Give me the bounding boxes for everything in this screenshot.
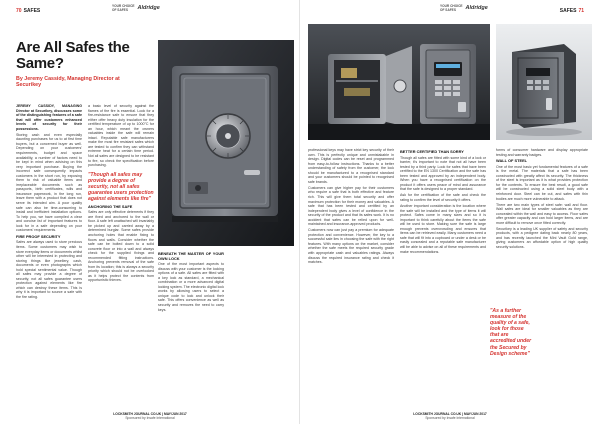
left-brand xyxy=(112,5,160,12)
right-column-3 xyxy=(496,148,588,406)
safes-photo xyxy=(308,24,490,140)
left-footer-title: LOCKSMITH JOURNAL CO.UK | MAY/JUN 2017 xyxy=(113,412,187,416)
section-heading: WALL OF STEEL xyxy=(496,158,528,164)
lead-paragraph: JEREMY CASSIDY, MANAGING Director at Securikey, discusses some of the distinguishing features of a safe that will offer customers enhanced levels of security for their possessions. xyxy=(16,104,82,131)
right-page xyxy=(300,0,600,424)
safe-photo-illustration xyxy=(158,40,294,246)
digital-safe-illustration xyxy=(496,24,592,140)
right-page-number: 71 xyxy=(578,8,584,14)
right-brand-tagline: YOUR CHOICE OF SAFES xyxy=(440,4,463,12)
left-page-number: 70 xyxy=(16,8,22,14)
safe-photo xyxy=(158,40,294,246)
left-column-1 xyxy=(16,104,82,406)
article-byline: By Jeremy Cassidy, Managing Director at Securikey xyxy=(16,76,120,89)
body-paragraph: Customers can give higher pay for their customers who require a safe that is both effective and feature rich. This will give them total security and offer maximum protection for their money and valuables. A safe that has been tested and certified by an independent body gives a level of confidence in the security of the product and that its safes work. It is no accident that safes can be relied upon for well-maintained and insurance-approved products. xyxy=(308,185,394,227)
body-paragraph: Safes are always used to store precious items. Some customers may wish to store everyday items or documents whilst other will be interested in protecting and storing things like jewellery, cash, documents or even photographs which hold special sentimental value. Though all safes may provide a degree of security, not all safes guarantee users protection against elements like fire which can destroy these items. This is why it is important to source a safe with the fire rating. xyxy=(16,240,82,299)
right-footer-sponsor: Sponsored by Insafe International xyxy=(425,416,475,420)
body-paragraph: Ask for the certification of the safe and check the rating to confirm the level of security it offers. xyxy=(400,193,486,203)
left-running-head xyxy=(16,6,40,16)
caption-heading: BENEATH THE MASTER OF YOUR OWN LOCK xyxy=(158,251,224,261)
body-paragraph: There are two main types of steel safe: wall and floor. Wall safes are ideal for smaller valuables as they are concealed within the wall and easy to access. Floor safes offer greater capacity and can hold larger items, and are more difficult to remove once fitted correctly. xyxy=(496,202,588,225)
right-brand-logo: Aldridge xyxy=(465,4,488,11)
body-paragraph: Safes are only effective deterrents if they are fixed and anchored to the wall or floor. A safe left unattached will invariably be picked up and carried away by a determined burglar. Some safes provide anchoring holes that enable fixing to floors and walls. Consider whether the safe can be bolted down to a solid concrete floor or into a wall and always check for the supplied fixings and recommended fitting instructions. Anchoring prevents removal of the safe from its location; this is always a security priority which should not be overlooked as it helps protect the contents from opportunistic thieves. xyxy=(88,210,154,283)
caption-body: One of the most important aspects to discuss with your customer is the locking options of a safe. All safes are fitted with a key lock as standard, a mechanical combination or a more advanced digital locking system. The electronic digital lock works by allowing users to select a unique code to lock and unlock their safe. This offers convenience as well as security and removes the need to carry keys. xyxy=(158,262,224,312)
right-column-1 xyxy=(308,148,394,406)
digital-safe-photo xyxy=(496,24,592,140)
left-column-2 xyxy=(88,104,154,406)
body-paragraph: Though all safes are fitted with some kind of a lock or barrier, it's important to note that not all have been tested by a third party. Look for safes that have been certified to the EN 1300 Certification and the safe has been tested and approved by an independent body. When you have a recognised certification on the product it offers users peace of mind and assurance that the safe is designed to a proper standard. xyxy=(400,155,486,192)
body-paragraph: forms of consumer hardware and display appropriate testing and warranty badges. xyxy=(496,148,588,157)
left-section-label: SAFES xyxy=(23,8,41,14)
section-heading: BETTER CERTIFIED THAN SORRY xyxy=(400,149,464,154)
left-brand-tagline: YOUR CHOICE OF SAFES xyxy=(112,4,135,12)
left-footer-sponsor: Sponsored by Insafe International xyxy=(125,416,175,420)
article-title: Are All Safes the Same? xyxy=(16,39,130,72)
right-brand xyxy=(440,5,488,12)
pull-quote: "Though all safes may provide a degree of security, not all safes guarantee users protection against elements like fire" xyxy=(88,171,154,203)
right-footer-title: LOCKSMITH JOURNAL CO.UK | MAY/JUN 2017 xyxy=(413,412,487,416)
body-paragraph: Customers now can just pay a premium for adequate protection and convenience. However, the key to a successful sale lies in choosing the safe with the right features. With many options on the market, consider whether the safe meets the required security grade with appropriate cash and valuables ratings. Always discuss the required insurance rating and check it matches. xyxy=(308,228,394,265)
right-running-head xyxy=(560,6,584,16)
right-column-2 xyxy=(400,148,486,406)
body-paragraph: One of the most basic yet fundamental features of a safe is the metal. The materials that a safe has been constructed with greatly affect its security. The thickness of the steel is important as it is what provides protection for the contents. To ensure the best result, a good safe will be constructed using a solid steel body with a reinforced door. Steel can be cut, and safes with thin bodies are much more vulnerable to attack. xyxy=(496,164,588,201)
photo-caption xyxy=(158,252,224,314)
body-paragraph: Securikey is a leading UK supplier of safety and security products, with a pedigree dating back nearly 80 years, and has recently launched the Mini Vault Gold range, giving customers an affordable option of high quality security solutions. xyxy=(496,226,588,249)
left-brand-logo: Aldridge xyxy=(137,4,160,11)
body-paragraph: a basic level of security against the flames of the fire is essential. Look for a fire-resistance safe to ensure that they either offer heavy duty insulation for the certified temperature of up to 1000°C for an hour, which meant the owners valuables inside the safe will remain intact. Reputable safe manufacturers make the most fire resistant safes which are tested to confirm they can withstand extreme heat for a certain time period. Not all safes are designed to be resistant to fire, so check the specification before purchasing. xyxy=(88,104,154,168)
side-pull-quote: "As a further measure of the quality of a safe, look for those that are accredited under the Secured by Design scheme" xyxy=(490,308,532,357)
safes-photo-illustration xyxy=(308,24,490,140)
section-heading: FIRE PROOF SECURITY xyxy=(16,233,61,239)
right-footer xyxy=(300,412,600,420)
body-paragraph: Another important consideration is the location where the safe will be installed and the type of items it will protect. Safes come in many sizes and so it is important to think carefully about the items the safe will be used to store. Making sure the safe is large enough prevents overcrowding and ensures that items can be retrieved easily. Many customers need a safe that will fit into a cupboard or under a desk or be easily concealed and a reputable safe manufacturer will be able to advise on all of these requirements and make recommendations. xyxy=(400,204,486,254)
left-footer xyxy=(0,412,300,420)
section-heading: ANCHORING THE SAFE xyxy=(88,203,133,209)
body-paragraph: professional keys may have strict key security of their own. This is perfectly unique and unmistakable in design. Digital codes can be reset and programmed from easy-to-follow instructions. Thanks to a better understanding of safety from the customer, the lock should be manufactured to a recognised standard and your customers should be pointed to recognised safe brands. xyxy=(308,148,394,184)
right-section-label: SAFES xyxy=(559,8,577,14)
body-paragraph: Storing cash and even especially daunting purchases for us to at first time buyers, but a concerned buyer as well. Depending on your customers' requirements, budget and space availability, a number of factors need to be kept in mind when advising on this very important purchase. Buying the incorrect safe consequently impacts customers in the short run, by exposing them to risk of valuable items and irreplaceable documents such as passports, birth certificates, wills and insurance paperwork, in the long run, leave them with a product that does not serve its intended aim. A poor quality safe can also be time-consuming to install and inefficient installation options. To help you, we have compiled a clear and concise list of important features to look for in a safe depending on your customers' requirements. xyxy=(16,132,82,233)
